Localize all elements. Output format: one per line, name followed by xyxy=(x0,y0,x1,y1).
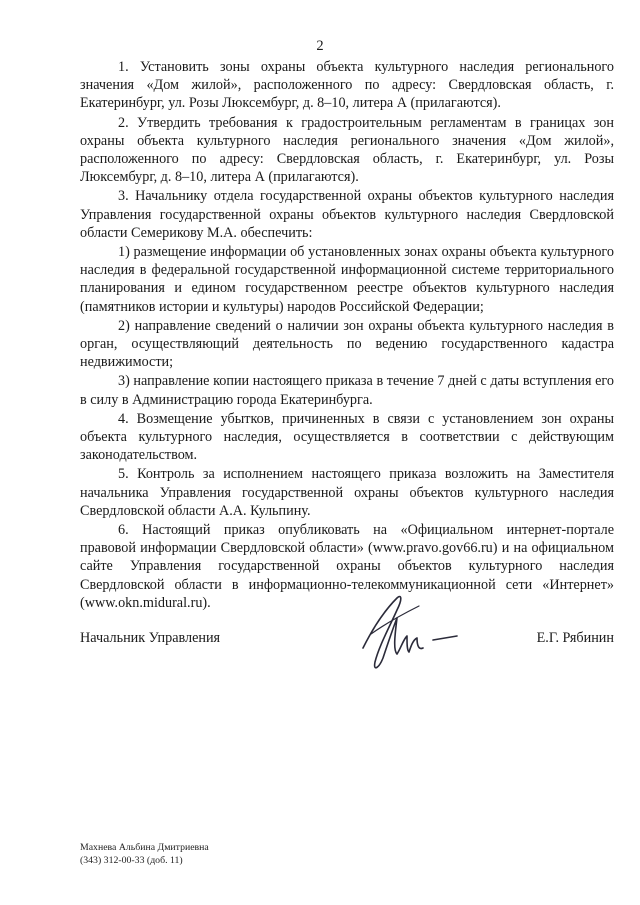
paragraph-3-1: 1) размещение информации об установленных зонах охраны объекта культурного наследия в федеральной государственной информационной системе территориального планирования и едином государственном реестре объектов культурного наследия (памятников истории и культуры) народов Российской Федерации; xyxy=(80,244,614,315)
executor-name: Махнева Альбина Дмитриевна xyxy=(80,842,209,853)
signer-name: Е.Г. Рябинин xyxy=(536,630,614,646)
paragraph-6: 6. Настоящий приказ опубликовать на «Официальном интернет-портале правовой информации Свердловской области» (www.pravo.gov66.ru) и на официальном сайте Управления государственной охраны объектов культурного наследия Свердловской области в информационно-телекоммуникационной сети «Интернет» (www.okn.midural.ru). xyxy=(80,522,614,611)
paragraph-3: 3. Начальнику отдела государственной охраны объектов культурного наследия Управления государственной охраны объектов культурного наследия Свердловской области Семерикову М.А. обеспечить: xyxy=(80,188,614,241)
page-number: 2 xyxy=(316,38,324,54)
paragraph-3-2: 2) направление сведений о наличии зон охраны объекта культурного наследия в орган, осуществляющий деятельность по ведению государственного кадастра недвижимости; xyxy=(80,317,614,371)
order-body xyxy=(80,58,614,613)
paragraph-2: 2. Утвердить требования к градостроительным регламентам в границах зон охраны объекта культурного наследия регионального значения «Дом жилой», расположенного по адресу: Свердловская область, г. Екатеринбург, ул. Розы Люксембург, д. 8–10, литера А (прилагаются). xyxy=(80,114,614,186)
signature-row xyxy=(80,630,614,650)
paragraph-1: 1. Установить зоны охраны объекта культурного наследия регионального значения «Дом жилой», расположенного по адресу: Свердловская область, г. Екатеринбург, ул. Розы Люксембург, д. 8–10, литера А (прилагаются). xyxy=(80,59,614,112)
signer-title: Начальник Управления xyxy=(80,630,221,646)
executor-info xyxy=(80,841,209,867)
paragraph-5: 5. Контроль за исполнением настоящего приказа возложить на Заместителя начальника Управления государственной охраны объектов культурного наследия Свердловской области А.А. Кульпину. xyxy=(80,466,614,519)
executor-phone: (343) 312-00-33 (доб. 11) xyxy=(80,855,183,866)
paragraph-3-3: 3) направление копии настоящего приказа в течение 7 дней с даты вступления его в силу в Администрацию города Екатеринбурга. xyxy=(80,373,614,408)
paragraph-4: 4. Возмещение убытков, причиненных в связи с установлением зон охраны объекта культурного наследия, осуществляется в соответствии с действующим законодательством. xyxy=(80,410,614,464)
